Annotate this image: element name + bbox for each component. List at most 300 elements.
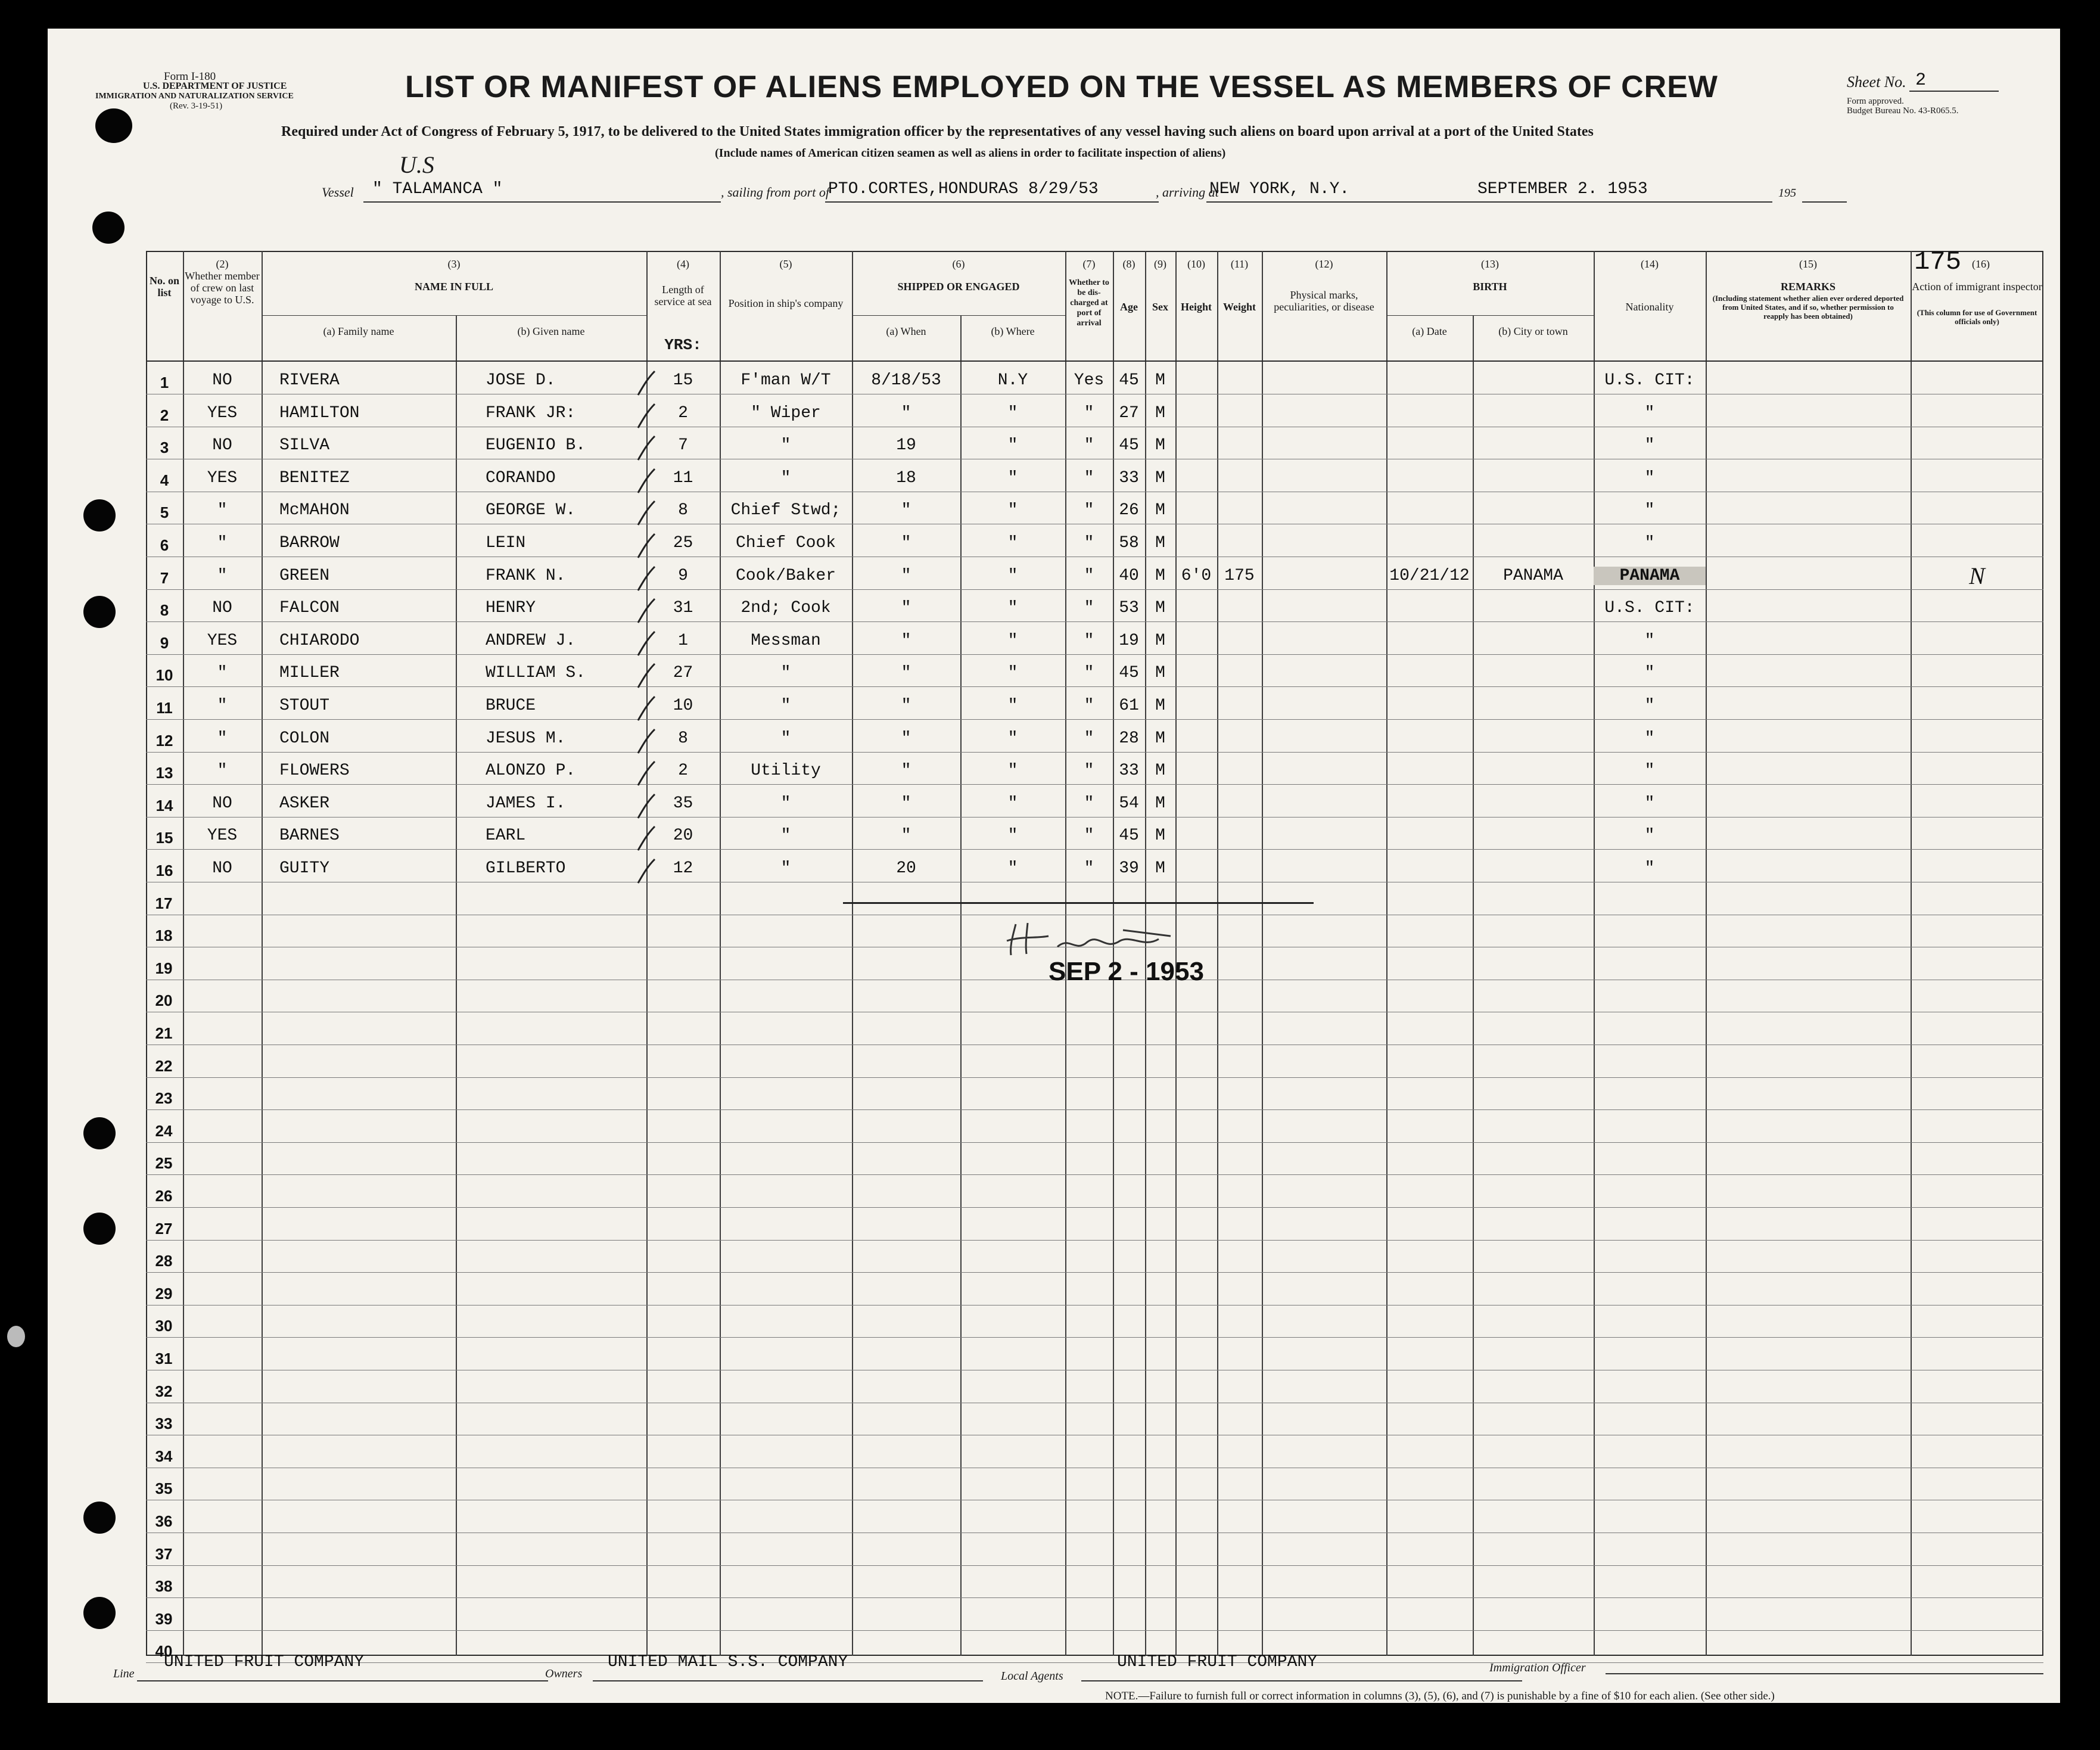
cell-nat: "	[1644, 534, 1655, 552]
col3b-header: (b) Given name	[517, 325, 585, 337]
col8-number: (8)	[1122, 258, 1135, 270]
col6-header: SHIPPED OR ENGAGED	[897, 281, 1020, 293]
vessel-label: Vessel	[322, 185, 354, 200]
cell-fam: GREEN	[279, 567, 330, 585]
tick-mark	[634, 434, 658, 464]
col16-inspector-number: 175	[1914, 247, 1962, 277]
year-suffix: 195	[1778, 186, 1796, 200]
tick-mark	[634, 629, 658, 659]
row-number: 30	[155, 1317, 173, 1335]
cell-fam: FALCON	[279, 599, 340, 617]
cell-nat: "	[1644, 632, 1655, 650]
col5-header: Position in ship's company	[728, 297, 844, 309]
cell-sex: M	[1155, 826, 1165, 845]
form-revision: (Rev. 3-19-51)	[170, 101, 223, 111]
cell-giv: FRANK JR:	[486, 404, 576, 422]
col8-header: Age	[1120, 301, 1138, 313]
tick-mark	[634, 402, 658, 431]
cell-giv: CORANDO	[486, 469, 556, 487]
cell-yrs: 15	[673, 371, 693, 390]
row-number: 22	[155, 1057, 173, 1075]
cell-when: "	[901, 501, 911, 520]
col3a-header: (a) Family name	[323, 325, 394, 337]
date-stamp: SEP 2 - 1953	[1049, 957, 1204, 986]
tick-mark	[634, 792, 658, 822]
cell-when: 8/18/53	[871, 371, 941, 390]
cell-yrs: 1	[678, 632, 688, 650]
sheet-label: Sheet No.	[1847, 73, 1906, 91]
cell-sex: M	[1155, 371, 1165, 390]
cell-nat: "	[1644, 761, 1655, 780]
manifest-sheet	[48, 29, 2060, 1703]
cell-where: "	[1007, 436, 1018, 455]
col11-number: (11)	[1230, 258, 1249, 270]
cell-giv: WILLIAM S.	[486, 664, 586, 682]
cell-sex: M	[1155, 534, 1165, 552]
cell-c2: NO	[212, 436, 232, 455]
cell-where: "	[1007, 826, 1018, 845]
cell-c2: YES	[207, 469, 238, 487]
col12-header: Physical marks, peculiarities, or disease	[1274, 289, 1374, 313]
cell-sex: M	[1155, 697, 1165, 715]
form-approved: Form approved.	[1847, 97, 1904, 106]
cell-when: 20	[896, 859, 916, 878]
row-number: 31	[155, 1350, 173, 1367]
cell-c2: "	[217, 697, 228, 715]
cell-dis: "	[1084, 501, 1094, 520]
cell-n: 2	[160, 406, 169, 424]
cell-where: "	[1007, 729, 1018, 748]
cell-sex: M	[1155, 436, 1165, 455]
cell-where: N.Y	[997, 371, 1028, 390]
cell-nat: "	[1644, 404, 1655, 422]
cell-n: 7	[160, 569, 169, 587]
tick-mark	[634, 824, 658, 854]
col7-header: Whether to be dis-charged at port of arrival	[1069, 278, 1109, 328]
cell-c2: "	[217, 729, 228, 748]
col10-header: Height	[1181, 301, 1212, 313]
col3-number: (3)	[447, 258, 461, 270]
sailing-label: , sailing from port of	[721, 185, 829, 200]
cell-where: "	[1007, 501, 1018, 520]
cell-sex: M	[1155, 794, 1165, 813]
cell-nat: "	[1644, 436, 1655, 455]
col2-header: Whether member of crew on last voyage to U.S.	[185, 270, 260, 306]
col4-yrs: YRS:	[664, 336, 702, 354]
cell-age: 58	[1119, 534, 1139, 552]
cell-n: 14	[155, 797, 173, 815]
vessel-prefix: U.S	[399, 151, 434, 178]
cell-c2: NO	[212, 371, 232, 390]
cell-giv: GILBERTO	[486, 859, 566, 878]
cell-pos: F'man W/T	[741, 371, 831, 390]
row-number: 40	[155, 1642, 173, 1660]
footer-owners-label: Owners	[545, 1667, 583, 1680]
row-number: 33	[155, 1415, 173, 1432]
row-number: 19	[155, 959, 173, 977]
cell-when: "	[901, 729, 911, 748]
col6a-header: (a) When	[886, 325, 926, 337]
row-number: 24	[155, 1122, 173, 1140]
cell-pos: "	[780, 729, 791, 748]
cell-giv: GEORGE W.	[486, 501, 576, 520]
col14-number: (14)	[1641, 258, 1659, 270]
port-to: NEW YORK, N.Y.	[1209, 180, 1350, 198]
crew-table	[146, 247, 2043, 1660]
cell-nat: "	[1644, 794, 1655, 813]
form-number: Form I-180	[164, 70, 216, 83]
tick-mark	[634, 564, 658, 594]
cell-sex: M	[1155, 501, 1165, 520]
cell-n: 3	[160, 439, 169, 456]
cell-pos: 2nd; Cook	[741, 599, 831, 617]
col13-number: (13)	[1481, 258, 1499, 270]
cell-age: 45	[1119, 436, 1139, 455]
cell-when: "	[901, 404, 911, 422]
cell-where: "	[1007, 469, 1018, 487]
col10-number: (10)	[1187, 258, 1205, 270]
cell-c2: YES	[207, 632, 238, 650]
cell-yrs: 9	[678, 567, 688, 585]
col13a-header: (a) Date	[1412, 325, 1447, 337]
row-number: 26	[155, 1187, 173, 1205]
cell-yrs: 7	[678, 436, 688, 455]
cell-where: "	[1007, 664, 1018, 682]
col12-number: (12)	[1315, 258, 1333, 270]
cell-giv: EARL	[486, 826, 526, 845]
cell-fam: CHIARODO	[279, 632, 360, 650]
cell-fam: COLON	[279, 729, 330, 748]
subtitle-note: (Include names of American citizen seamen as well as aliens in order to facilitate inspection of aliens)	[715, 147, 1226, 160]
footer-agents-label: Local Agents	[1001, 1670, 1063, 1683]
footer-owners-value: UNITED MAIL S.S. COMPANY	[608, 1653, 848, 1671]
cell-ins: N	[1969, 562, 1985, 589]
cell-c2: "	[217, 501, 228, 520]
cell-age: 39	[1119, 859, 1139, 878]
cell-sex: M	[1155, 632, 1165, 650]
col15-subheader: (Including statement whether alien ever ordered deported from United States, and if so, whether permission to reapply has been obtained)	[1712, 294, 1904, 321]
cell-nat: PANAMA	[1594, 567, 1706, 585]
cell-n: 15	[155, 829, 173, 847]
footer-line-label: Line	[113, 1667, 135, 1680]
cell-giv: ALONZO P.	[486, 761, 576, 780]
budget-bureau: Budget Bureau No. 43-R065.5.	[1847, 106, 1959, 116]
cell-when: "	[901, 697, 911, 715]
cell-n: 5	[160, 503, 169, 521]
col14-header: Nationality	[1625, 301, 1674, 313]
cell-wt: 175	[1224, 567, 1255, 585]
cell-c2: "	[217, 567, 228, 585]
col4-number: (4)	[677, 258, 689, 270]
col3-header: NAME IN FULL	[414, 281, 493, 293]
cell-dis: "	[1084, 664, 1094, 682]
cell-c2: NO	[212, 599, 232, 617]
cell-fam: MILLER	[279, 664, 340, 682]
row-number: 35	[155, 1479, 173, 1497]
cell-pos: Messman	[751, 632, 821, 650]
cell-n: 8	[160, 601, 169, 619]
col13-header: BIRTH	[1473, 281, 1507, 293]
cell-c2: "	[217, 534, 228, 552]
cell-n: 10	[155, 666, 173, 684]
cell-yrs: 11	[673, 469, 693, 487]
cell-fam: GUITY	[279, 859, 330, 878]
cell-n: 1	[160, 374, 169, 391]
cell-fam: BARROW	[279, 534, 340, 552]
cell-when: "	[901, 794, 911, 813]
cell-pos: "	[780, 794, 791, 813]
cell-age: 33	[1119, 469, 1139, 487]
cell-yrs: 35	[673, 794, 693, 813]
col16-subheader: (This column for use of Government officials only)	[1917, 308, 2037, 326]
cell-giv: ANDREW J.	[486, 632, 576, 650]
row-number: 20	[155, 991, 173, 1009]
cell-where: "	[1007, 794, 1018, 813]
cell-dis: "	[1084, 567, 1094, 585]
cell-age: 40	[1119, 567, 1139, 585]
cell-fam: BENITEZ	[279, 469, 350, 487]
cell-yrs: 12	[673, 859, 693, 878]
footer-officer-label: Immigration Officer	[1489, 1661, 1586, 1674]
row-number: 28	[155, 1252, 173, 1270]
cell-n: 4	[160, 471, 169, 489]
cell-sex: M	[1155, 664, 1165, 682]
cell-nat: U.S. CIT:	[1604, 371, 1695, 390]
cell-fam: McMAHON	[279, 501, 350, 520]
cell-age: 45	[1119, 826, 1139, 845]
tick-mark	[634, 857, 658, 887]
cell-n: 16	[155, 862, 173, 879]
col9-header: Sex	[1152, 301, 1168, 313]
cell-giv: LEIN	[486, 534, 526, 552]
row-number: 38	[155, 1577, 173, 1595]
cell-age: 61	[1119, 697, 1139, 715]
cell-fam: BARNES	[279, 826, 340, 845]
cell-where: "	[1007, 534, 1018, 552]
cell-yrs: 31	[673, 599, 693, 617]
cell-pos: " Wiper	[751, 404, 821, 422]
col-no-header: No. on list	[149, 275, 179, 299]
cell-yrs: 2	[678, 404, 688, 422]
cell-sex: M	[1155, 859, 1165, 878]
cell-n: 6	[160, 536, 169, 554]
cell-dis: "	[1084, 404, 1094, 422]
cell-yrs: 8	[678, 729, 688, 748]
cell-dis: "	[1084, 534, 1094, 552]
cell-sex: M	[1155, 599, 1165, 617]
cell-giv: JESUS M.	[486, 729, 566, 748]
col16-header: Action of immigrant inspector	[1912, 281, 2042, 293]
tick-mark	[634, 759, 658, 789]
col2-number: (2)	[216, 258, 229, 270]
arriving-label: , arriving at	[1156, 185, 1219, 200]
cell-pos: Utility	[751, 761, 821, 780]
form-department: U.S. DEPARTMENT OF JUSTICE	[143, 81, 287, 91]
row-number: 39	[155, 1610, 173, 1628]
tick-mark	[634, 596, 658, 626]
cell-when: 19	[896, 436, 916, 455]
cell-age: 26	[1119, 501, 1139, 520]
cell-fam: FLOWERS	[279, 761, 350, 780]
cell-where: "	[1007, 859, 1018, 878]
row-number: 36	[155, 1512, 173, 1530]
cell-age: 27	[1119, 404, 1139, 422]
sheet-number: 2	[1915, 70, 1927, 91]
arrival-date: SEPTEMBER 2. 1953	[1477, 180, 1648, 198]
cell-bd: 10/21/12	[1389, 567, 1470, 585]
col5-number: (5)	[779, 258, 792, 270]
tick-mark	[634, 369, 658, 399]
cell-dis: "	[1084, 729, 1094, 748]
cell-n: 11	[156, 699, 173, 717]
cell-pos: "	[780, 826, 791, 845]
tick-mark	[634, 661, 658, 691]
row-number: 32	[155, 1382, 173, 1400]
document-title: LIST OR MANIFEST OF ALIENS EMPLOYED ON THE VESSEL AS MEMBERS OF CREW	[405, 70, 1718, 104]
cell-sex: M	[1155, 404, 1165, 422]
cell-dis: "	[1084, 794, 1094, 813]
cell-nat: "	[1644, 501, 1655, 520]
row-number: 27	[155, 1220, 173, 1238]
cell-age: 53	[1119, 599, 1139, 617]
subtitle: Required under Act of Congress of February 5, 1917, to be delivered to the United States immigration officer by the representatives of any vessel having such aliens on board upon arrival at a port of the United States	[281, 124, 1594, 139]
cell-fam: ASKER	[279, 794, 330, 813]
footer-agents-value: UNITED FRUIT COMPANY	[1117, 1653, 1318, 1671]
cell-where: "	[1007, 761, 1018, 780]
cell-age: 33	[1119, 761, 1139, 780]
cell-pos: "	[780, 664, 791, 682]
cell-dis: "	[1084, 436, 1094, 455]
col15-number: (15)	[1799, 258, 1817, 270]
cell-ht: 6'0	[1181, 567, 1212, 585]
cell-pos: Cook/Baker	[735, 567, 836, 585]
vessel-name: " TALAMANCA "	[372, 180, 503, 198]
row-number: 23	[155, 1089, 173, 1107]
cell-when: "	[901, 534, 911, 552]
row-number: 21	[155, 1024, 173, 1042]
cell-sex: M	[1155, 469, 1165, 487]
cell-n: 13	[155, 764, 173, 782]
cell-sex: M	[1155, 761, 1165, 780]
cell-dis: "	[1084, 697, 1094, 715]
cell-yrs: 20	[673, 826, 693, 845]
cell-dis: "	[1084, 761, 1094, 780]
cell-sex: M	[1155, 567, 1165, 585]
row-number: 34	[155, 1447, 173, 1465]
cell-where: "	[1007, 632, 1018, 650]
cell-dis: "	[1084, 469, 1094, 487]
footer-note: NOTE.—Failure to furnish full or correct information in columns (3), (5), (6), and (7) is punishable by a fine of $10 for each alien. (See other side.)	[1105, 1690, 1775, 1702]
port-from: PTO.CORTES,HONDURAS 8/29/53	[828, 180, 1099, 198]
cell-n: 12	[155, 732, 173, 750]
col6b-header: (b) Where	[991, 325, 1035, 337]
cell-where: "	[1007, 567, 1018, 585]
cell-when: "	[901, 599, 911, 617]
row-number: 17	[155, 894, 173, 912]
cell-age: 45	[1119, 664, 1139, 682]
cell-pos: Chief Stwd;	[730, 501, 841, 520]
cell-nat: "	[1644, 697, 1655, 715]
cell-when: "	[901, 826, 911, 845]
cell-fam: HAMILTON	[279, 404, 360, 422]
cell-yrs: 2	[678, 761, 688, 780]
cell-when: "	[901, 567, 911, 585]
cell-giv: BRUCE	[486, 697, 536, 715]
cell-nat: "	[1644, 729, 1655, 748]
cell-yrs: 27	[673, 664, 693, 682]
cell-nat: "	[1644, 664, 1655, 682]
cell-c2: NO	[212, 859, 232, 878]
cell-dis: "	[1084, 859, 1094, 878]
cell-giv: FRANK N.	[486, 567, 566, 585]
row-number: 25	[155, 1154, 173, 1172]
cell-pos: "	[780, 469, 791, 487]
row-number: 37	[155, 1545, 173, 1563]
cell-where: "	[1007, 404, 1018, 422]
cell-nat: U.S. CIT:	[1604, 599, 1695, 617]
cell-when: "	[901, 664, 911, 682]
tick-mark	[634, 499, 658, 529]
tick-mark	[634, 531, 658, 561]
cell-n: 9	[160, 634, 169, 652]
inspector-signature	[1004, 918, 1194, 960]
cell-giv: HENRY	[486, 599, 536, 617]
cell-age: 19	[1119, 632, 1139, 650]
cell-nat: "	[1644, 859, 1655, 878]
cell-dis: "	[1084, 599, 1094, 617]
cell-where: "	[1007, 599, 1018, 617]
cell-city: PANAMA	[1503, 567, 1563, 585]
form-service: IMMIGRATION AND NATURALIZATION SERVICE	[95, 92, 294, 101]
cell-sex: M	[1155, 729, 1165, 748]
tick-mark	[634, 727, 658, 757]
cell-fam: STOUT	[279, 697, 330, 715]
cell-yrs: 8	[678, 501, 688, 520]
cell-where: "	[1007, 697, 1018, 715]
tick-mark	[634, 467, 658, 496]
col6-number: (6)	[952, 258, 965, 270]
col11-header: Weight	[1222, 301, 1256, 313]
cell-c2: YES	[207, 826, 238, 845]
cell-when: 18	[896, 469, 916, 487]
col13b-header: (b) City or town	[1498, 325, 1568, 337]
cell-dis: Yes	[1074, 371, 1105, 390]
cell-pos: Chief Cook	[735, 534, 836, 552]
cell-age: 28	[1119, 729, 1139, 748]
cell-yrs: 25	[673, 534, 693, 552]
row-number: 29	[155, 1285, 173, 1303]
cell-pos: "	[780, 697, 791, 715]
tick-mark	[634, 694, 658, 724]
cell-pos: "	[780, 436, 791, 455]
cell-giv: EUGENIO B.	[486, 436, 586, 455]
cell-fam: RIVERA	[279, 371, 340, 390]
cell-dis: "	[1084, 632, 1094, 650]
col9-number: (9)	[1154, 258, 1166, 270]
cell-giv: JAMES I.	[486, 794, 566, 813]
cell-dis: "	[1084, 826, 1094, 845]
cell-giv: JOSE D.	[486, 371, 556, 390]
cell-nat: "	[1644, 826, 1655, 845]
col15-header: REMARKS	[1780, 281, 1835, 293]
cell-c2: "	[217, 664, 228, 682]
cell-yrs: 10	[673, 697, 693, 715]
col7-number: (7)	[1082, 258, 1096, 270]
cell-when: "	[901, 761, 911, 780]
footer-line-value: UNITED FRUIT COMPANY	[164, 1653, 365, 1671]
col16-number: (16)	[1972, 258, 1990, 270]
row-number: 18	[155, 927, 173, 944]
